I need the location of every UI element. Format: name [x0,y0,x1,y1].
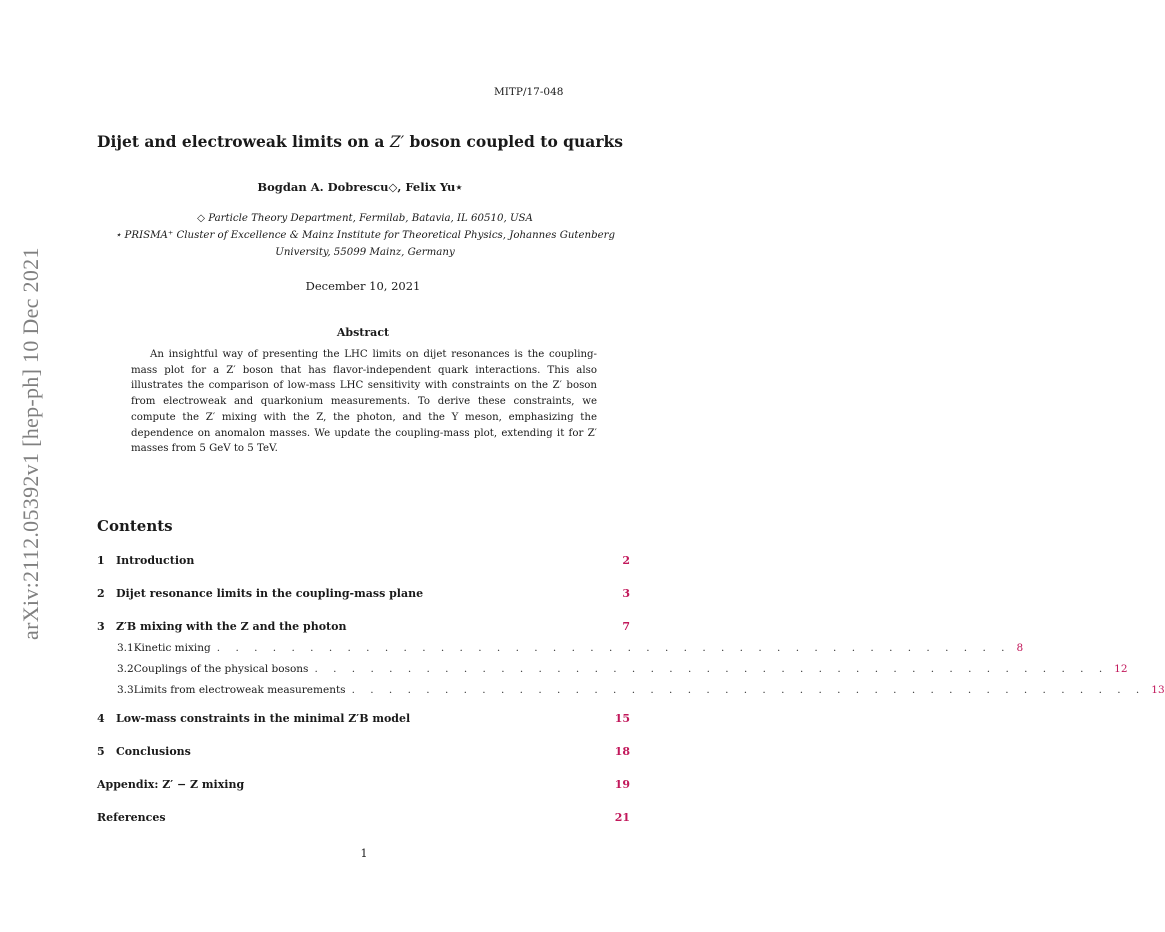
toc-number: 3.3 [117,684,134,696]
toc-number: 1 [97,554,105,567]
toc-leader-dots: . . . . . . . . . . . . . . . . . . . . . . . . . . . . . . . . . . . . . . . . . . . [216,642,1011,654]
paper-date: December 10, 2021 [305,279,421,293]
affiliation-fermilab: ◇ Particle Theory Department, Fermilab, Batavia, IL 60510, USA [197,213,533,224]
affiliation-mainz: ⋆ PRISMA⁺ Cluster of Excellence & Mainz Institute for Theoretical Physics, Johannes Gutenberg University, 55099 Mainz, Germany [114,230,616,258]
toc-label: Appendix: Z′ − Z mixing [97,778,245,791]
toc-page-link[interactable]: 13 [1151,684,1165,696]
toc-number: 4 [97,712,105,725]
toc-page-link[interactable]: 8 [1016,642,1024,654]
toc-page-link[interactable]: 18 [614,745,630,758]
toc-label: Conclusions [116,745,191,758]
toc-number: 3 [97,620,105,633]
title-symbol: Z′ [389,133,405,151]
toc-label: Limits from electroweak measurements [133,684,346,696]
toc-leader-dots: . . . . . . . . . . . . . . . . . . . . . . . . . . . . . . . . . . . . . . . . . . . [314,663,1109,675]
toc-label: Low-mass constraints in the minimal Z′B model [116,712,411,725]
toc-entry-electroweak-limits[interactable] [117,684,1165,696]
toc-label: Kinetic mixing [133,642,211,654]
abstract-text: An insightful way of presenting the LHC limits on dijet resonances is the coupling-mass plot for a Z′ boson that has flavor-independent quark interactions. This also illustrates the comparison of low-mass LHC sensitivity with constraints on the Z′ boson from electroweak and quarkonium measurements. To derive these constraints, we compute the Z′ mixing with the Z, the photon, and the Υ meson, emphasizing the dependence on anomalon masses. We update the coupling-mass plot, extending it for Z′ masses from 5 GeV to 5 TeV. [131,349,597,455]
toc-page-link[interactable]: 2 [622,554,630,567]
toc-entry-introduction[interactable] [97,554,630,567]
title-text-after: boson coupled to quarks [404,132,623,151]
toc-number: 5 [97,745,105,758]
title-text-before: Dijet and electroweak limits on a [97,132,390,151]
toc-entry-low-mass[interactable] [97,712,630,725]
toc-page-link[interactable]: 15 [614,712,630,725]
affiliations [100,210,630,261]
toc-page-link[interactable]: 19 [614,778,630,791]
toc-number: 3.1 [117,642,134,654]
toc-number: 3.2 [117,663,134,675]
toc-leader-dots: . . . . . . . . . . . . . . . . . . . . . . . . . . . . . . . . . . . . . . . . . . . [351,684,1146,696]
toc-entry-references[interactable] [97,811,630,824]
contents-heading: Contents [97,517,173,535]
toc-page-link[interactable]: 3 [622,587,630,600]
author-list: Bogdan A. Dobrescu◇, Felix Yu⋆ [257,180,463,194]
toc-label: Z′B mixing with the Z and the photon [116,620,347,633]
toc-entry-zb-mixing[interactable] [97,620,630,633]
paper-title [0,132,720,151]
toc-label: Couplings of the physical bosons [133,663,309,675]
toc-number: 2 [97,587,105,600]
toc-label: References [97,811,166,824]
toc-label: Introduction [116,554,195,567]
toc-page-link[interactable]: 12 [1114,663,1128,675]
page-number: 1 [360,847,368,860]
toc-page-link[interactable]: 7 [622,620,630,633]
toc-page-link[interactable]: 21 [614,811,630,824]
abstract-heading: Abstract [336,326,390,339]
arxiv-identifier: arXiv:2112.05392v1 [hep-ph] 10 Dec 2021 [18,247,43,640]
toc-label: Dijet resonance limits in the coupling-mass plane [116,587,424,600]
report-number: MITP/17-048 [494,86,564,98]
toc-entry-dijet-limits[interactable] [97,587,630,600]
toc-entry-kinetic-mixing[interactable] [117,642,1024,654]
toc-entry-conclusions[interactable] [97,745,630,758]
toc-entry-appendix[interactable] [97,778,630,791]
toc-entry-couplings[interactable] [117,663,1128,675]
